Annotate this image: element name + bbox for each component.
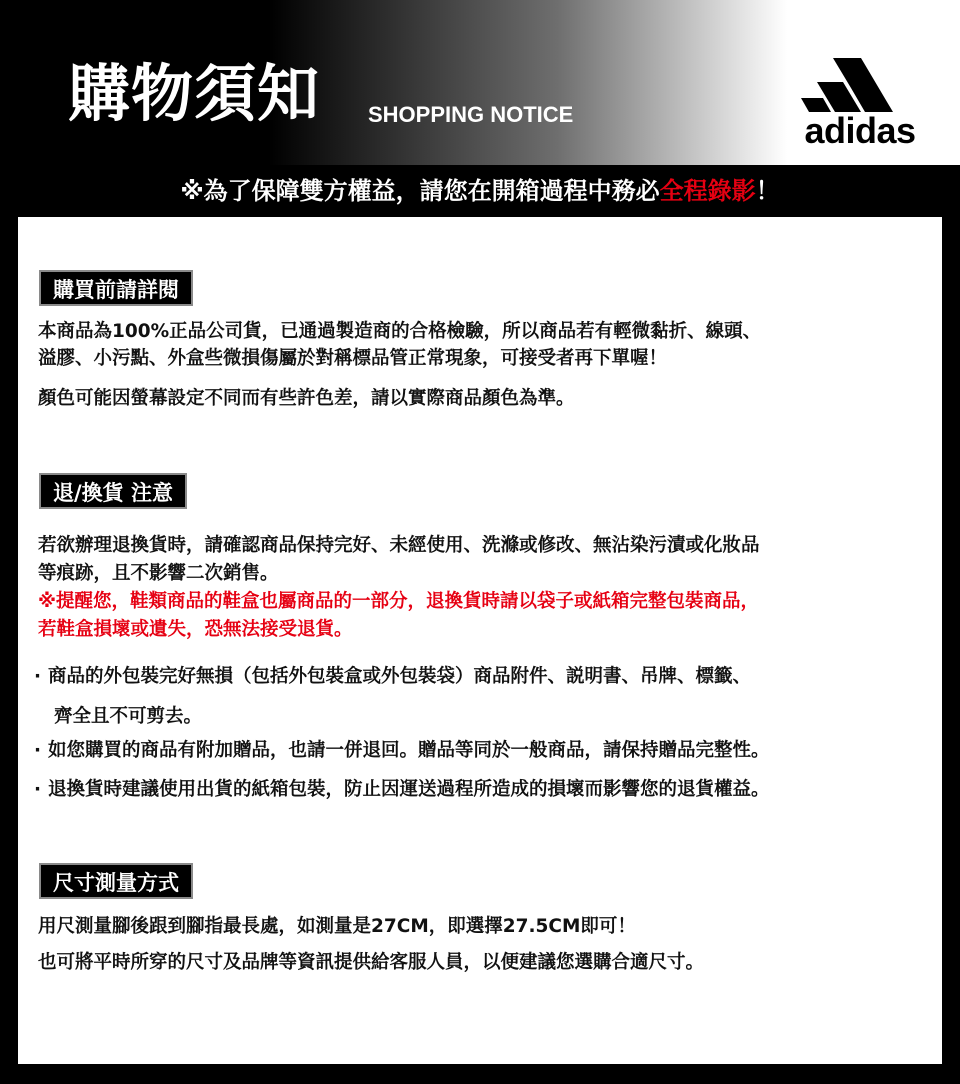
bullet1-line2: 齊全且不可剪去。 xyxy=(54,706,203,727)
adidas-logo xyxy=(795,56,925,151)
list-item xyxy=(34,661,942,693)
adidas-stripes-icon xyxy=(795,56,925,112)
content-panel xyxy=(18,217,942,1064)
list-item-continuation xyxy=(34,701,942,733)
section-tag-return-exchange: 退/換貨 注意 xyxy=(39,473,187,509)
logo-wordmark: adidas xyxy=(804,110,916,151)
notice-text: ※為了保障雙方權益，請您在開箱過程中務必 xyxy=(180,177,660,205)
section-tag-size-measure: 尺寸測量方式 xyxy=(39,863,193,899)
section3-line1: 用尺測量腳後跟到腳指最長處，如測量是27CM，即選擇27.5CM即可！ xyxy=(38,916,636,937)
section2-line2: 等痕跡，且不影響二次銷售。 xyxy=(38,563,279,584)
page-subtitle: SHOPPING NOTICE xyxy=(368,102,574,127)
recording-notice xyxy=(0,165,960,217)
page-title: 購物須知 xyxy=(68,57,321,130)
notice-highlight: 全程錄影 xyxy=(659,177,756,205)
bullet2-text: 如您購買的商品有附加贈品，也請一併退回。贈品等同於一般商品，請保持贈品完整性。 xyxy=(48,740,770,761)
bullet1-line1: 商品的外包裝完好無損（包括外包裝盒或外包裝袋）商品附件、説明書、吊牌、標籤、 xyxy=(48,666,752,687)
bullet-mark: · xyxy=(34,740,42,761)
section-tag-read-before-purchase: 購買前請詳閱 xyxy=(39,270,193,306)
section2-warning-line1: ※提醒您，鞋類商品的鞋盒也屬商品的一部分，退換貨時請以袋子或紙箱完整包裝商品， xyxy=(38,591,759,612)
section1-line3: 顏色可能因螢幕設定不同而有些許色差，請以實際商品顏色為準。 xyxy=(38,388,575,409)
section1-line2: 溢膠、小污點、外盒些微損傷屬於對稱標品管正常現象，可接受者再下單喔！ xyxy=(38,348,668,369)
list-item xyxy=(34,735,942,767)
list-item xyxy=(34,774,942,806)
bullet-mark: · xyxy=(34,666,42,687)
section2-line1: 若欲辦理退換貨時，請確認商品保持完好、未經使用、洗滌或修改、無沾染污漬或化妝品 xyxy=(38,535,760,556)
header-banner xyxy=(0,0,960,165)
section3-line2: 也可將平時所穿的尺寸及品牌等資訊提供給客服人員，以便建議您選購合適尺寸。 xyxy=(38,952,705,973)
section1-line1: 本商品為100%正品公司貨，已通過製造商的合格檢驗，所以商品若有輕微黏折、線頭、 xyxy=(38,321,762,342)
section2-warning-line2: 若鞋盒損壞或遺失，恐無法接受退貨。 xyxy=(38,619,353,640)
bullet3-text: 退換貨時建議使用出貨的紙箱包裝，防止因運送過程所造成的損壞而影響您的退貨權益。 xyxy=(48,779,770,800)
notice-end: ！ xyxy=(755,177,780,205)
bullet-mark: · xyxy=(34,779,42,800)
